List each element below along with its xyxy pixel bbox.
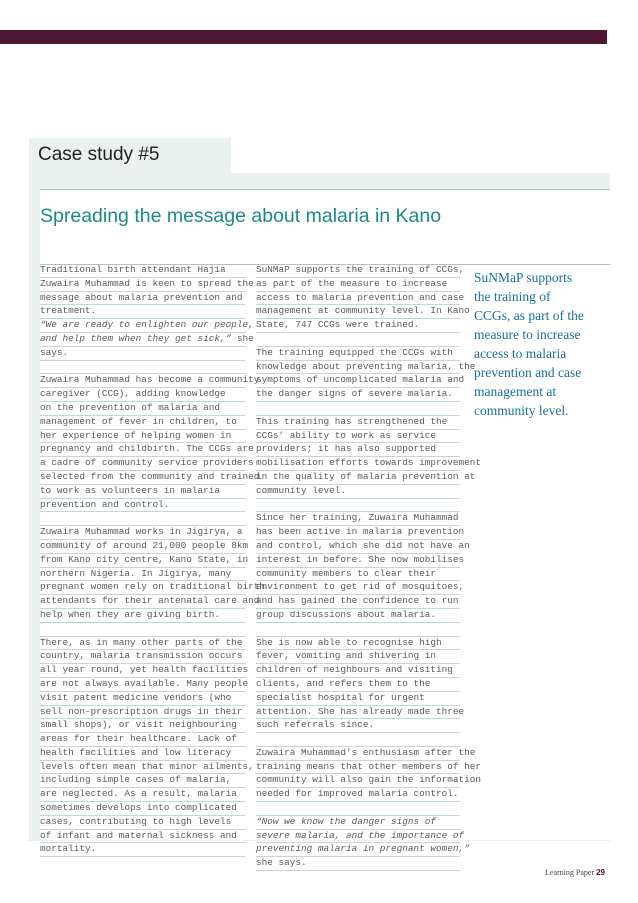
text-line: needed for improved malaria control. bbox=[256, 788, 460, 802]
text-line: levels often mean that minor ailments, bbox=[40, 761, 246, 775]
text-line bbox=[256, 333, 460, 347]
text-line: The training equipped the CCGs with bbox=[256, 347, 460, 361]
text-line: sell non-prescription drugs in their bbox=[40, 706, 246, 720]
text-line: and has gained the confidence to run bbox=[256, 595, 460, 609]
text-line: pregnancy and childbirth. The CCGs are bbox=[40, 443, 246, 457]
text-line: mortality. bbox=[40, 843, 246, 857]
text-line: “Now we know the danger signs of bbox=[256, 816, 460, 830]
text-line: caregiver (CCG), adding knowledge bbox=[40, 388, 246, 402]
text-line: from Kano city centre, Kano State, in bbox=[40, 554, 246, 568]
text-line: community will also gain the information bbox=[256, 774, 460, 788]
text-line bbox=[256, 802, 460, 816]
text-line: treatment. bbox=[40, 305, 246, 319]
text-line: of infant and maternal sickness and bbox=[40, 830, 246, 844]
text-line: Since her training, Zuwaira Muhammad bbox=[256, 512, 460, 526]
pull-quote-line: prevention and case bbox=[474, 365, 582, 380]
text-line bbox=[40, 332, 254, 347]
body-column-left bbox=[40, 264, 266, 857]
text-line: and control, which she did not have an bbox=[256, 540, 460, 554]
text-line: attendants for their antenatal care and bbox=[40, 595, 246, 609]
quote-fragment: and help them when they get sick,” bbox=[40, 332, 232, 344]
text-line: management of fever in children, to bbox=[40, 416, 246, 430]
pull-quote-line: community level. bbox=[474, 403, 569, 418]
text-line: cases, contributing to high levels bbox=[40, 816, 246, 830]
text-line: pregnant women rely on traditional birth bbox=[40, 581, 246, 595]
text-line: interest in before. She now mobilises bbox=[256, 554, 460, 568]
text-line: environment to get rid of mosquitoes, bbox=[256, 581, 460, 595]
text-line: country, malaria transmission occurs bbox=[40, 650, 246, 664]
text-line bbox=[256, 733, 460, 747]
pull-quote-line: the training of bbox=[474, 289, 551, 304]
pull-quote-line: SuNMaP supports bbox=[474, 270, 573, 285]
text-line: community of around 21,000 people 8km bbox=[40, 540, 246, 554]
page-number: 29 bbox=[596, 868, 605, 877]
text-line: knowledge about preventing malaria, the bbox=[256, 361, 460, 375]
text-line bbox=[40, 623, 246, 637]
text-line: northern Nigeria. In Jigirya, many bbox=[40, 568, 246, 582]
text-line: small shops), or visit neighbouring bbox=[40, 719, 246, 733]
text-line: sometimes develops into complicated bbox=[40, 802, 246, 816]
text-line: to work as volunteers in malaria bbox=[40, 485, 246, 499]
attribution-fragment: she bbox=[231, 332, 254, 344]
header-bar bbox=[0, 30, 607, 44]
text-line: management at community level. In Kano bbox=[256, 305, 460, 319]
text-line: in the quality of malaria prevention at bbox=[256, 471, 460, 485]
pull-quote-line: CCGs, as part of the bbox=[474, 308, 584, 323]
case-study-label: Case study #5 bbox=[38, 144, 160, 165]
text-line: access to malaria prevention and case bbox=[256, 292, 460, 306]
text-line: says. bbox=[40, 347, 246, 361]
body-column-right bbox=[256, 264, 482, 871]
text-line: visit patent medicine vendors (who bbox=[40, 692, 246, 706]
title-top-rule bbox=[40, 189, 610, 190]
text-line: has been active in malaria prevention bbox=[256, 526, 460, 540]
text-line bbox=[256, 499, 460, 513]
page-footer bbox=[545, 868, 605, 877]
text-line: as part of the measure to increase bbox=[256, 278, 460, 292]
pull-quote-line: management at bbox=[474, 384, 557, 399]
text-line: message about malaria prevention and bbox=[40, 292, 246, 306]
text-line: She is now able to recognise high bbox=[256, 637, 460, 651]
text-line: Zuwaira Muhammad’s enthusiasm after the bbox=[256, 747, 460, 761]
text-line: Traditional birth attendant Hajia bbox=[40, 264, 246, 278]
text-line: children of neighbours and visiting bbox=[256, 664, 460, 678]
text-line: SuNMaP supports the training of CCGs, bbox=[256, 264, 460, 278]
text-line: Zuwaira Muhammad has become a community bbox=[40, 374, 246, 388]
text-line bbox=[40, 512, 246, 526]
text-line: are neglected. As a result, malaria bbox=[40, 788, 246, 802]
text-line: mobilisation efforts towards improvement bbox=[256, 457, 460, 471]
text-line: all year round, yet health facilities bbox=[40, 664, 246, 678]
article-title: Spreading the message about malaria in Kano bbox=[40, 205, 442, 227]
footer-label: Learning Paper bbox=[545, 868, 595, 877]
text-line: State, 747 CCGs were trained. bbox=[256, 319, 460, 333]
text-line: attention. She has already made three bbox=[256, 706, 460, 720]
text-line: This training has strengthened the bbox=[256, 416, 460, 430]
text-line: Zuwaira Muhammad works in Jigirya, a bbox=[40, 526, 246, 540]
text-line: severe malaria, and the importance of bbox=[256, 830, 460, 844]
text-line: her experience of helping women in bbox=[40, 430, 246, 444]
text-line: prevention and control. bbox=[40, 499, 246, 513]
text-line: community members to clear their bbox=[256, 568, 460, 582]
text-line: clients, and refers them to the bbox=[256, 678, 460, 692]
text-line: preventing malaria in pregnant women,” bbox=[256, 843, 460, 857]
text-line: CCGs’ ability to work as service bbox=[256, 430, 460, 444]
text-line: “We are ready to enlighten our people, bbox=[40, 319, 246, 333]
text-line: specialist hospital for urgent bbox=[256, 692, 460, 706]
text-line: group discussions about malaria. bbox=[256, 609, 460, 623]
text-line: areas for their healthcare. Lack of bbox=[40, 733, 246, 747]
text-line: including simple cases of malaria, bbox=[40, 774, 246, 788]
pull-quote bbox=[474, 268, 602, 420]
text-line: such referrals since. bbox=[256, 719, 460, 733]
text-line: are not always available. Many people bbox=[40, 678, 246, 692]
text-line: on the prevention of malaria and bbox=[40, 402, 246, 416]
text-line: she says. bbox=[256, 857, 460, 871]
pull-quote-line: access to malaria bbox=[474, 346, 567, 361]
text-line: health facilities and low literacy bbox=[40, 747, 246, 761]
text-line bbox=[256, 623, 460, 637]
text-line bbox=[256, 402, 460, 416]
text-line: fever, vomiting and shivering in bbox=[256, 650, 460, 664]
text-line: help when they are giving birth. bbox=[40, 609, 246, 623]
text-line: Zuwaira Muhammad is keen to spread the bbox=[40, 278, 246, 292]
text-line: community level. bbox=[256, 485, 460, 499]
text-line: symptoms of uncomplicated malaria and bbox=[256, 374, 460, 388]
text-line: a cadre of community service providers bbox=[40, 457, 246, 471]
text-line: training means that other members of her bbox=[256, 761, 460, 775]
pull-quote-line: measure to increase bbox=[474, 327, 581, 342]
text-line: providers; it has also supported bbox=[256, 443, 460, 457]
text-line: the danger signs of severe malaria. bbox=[256, 388, 460, 402]
text-line: There, as in many other parts of the bbox=[40, 637, 246, 651]
text-line bbox=[40, 361, 246, 375]
text-line: selected from the community and trained bbox=[40, 471, 246, 485]
